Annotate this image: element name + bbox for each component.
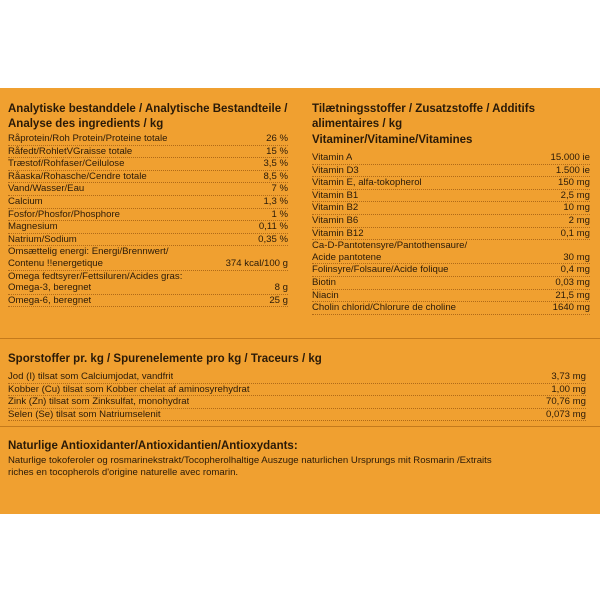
analytical-row xyxy=(8,209,288,222)
row-label: Vitamin A xyxy=(312,152,353,163)
row-value: 0,4 mg xyxy=(560,264,590,276)
trace-heading: Sporstoffer pr. kg / Spurenelemente pro kg / Traceurs / kg xyxy=(8,353,322,365)
row-label: Selen (Se) tilsat som Natriumselenit xyxy=(8,408,161,420)
row-value: 10 mg xyxy=(563,202,590,214)
energy-label-line1: Omsættelig energi: Energi/Brennwert/ xyxy=(8,246,169,258)
row-value: 0,073 mg xyxy=(545,408,586,420)
composition-section xyxy=(0,88,600,339)
row-value: 26 % xyxy=(266,133,288,144)
row-value: 0,1 mg xyxy=(560,227,590,239)
row-label: Acide pantotene xyxy=(312,251,382,263)
row-value: 25 g xyxy=(269,294,288,306)
row-label: Natrium/Sodium xyxy=(8,233,77,245)
pantothen-label-line1: Ca-D-Pantotensyre/Pantothensaure/ xyxy=(312,240,468,252)
omega-heading: Omega fedtsyrer/Fettsiluren/Acides gras: xyxy=(8,270,183,282)
row-value: 70,76 mg xyxy=(545,396,586,408)
row-label: Zink (Zn) tilsat som Zinksulfat, monohydrat xyxy=(8,396,190,408)
trace-row xyxy=(8,409,586,422)
row-label: Fosfor/Phosfor/Phosphore xyxy=(8,208,120,220)
vitamin-row xyxy=(312,177,590,190)
row-value: 3,73 mg xyxy=(551,371,586,382)
antioxidants-text-line1: Naturlige tokoferoler og rosmarinekstrakt/Tocopherolhaltige Auszuge naturlichen Ursprungs mit Rosmarin /Extraits xyxy=(8,455,492,466)
row-label: Folinsyre/Folsaure/Acide folique xyxy=(312,264,449,276)
additives-heading: Tilætningsstoffer / Zusatzstoffe / Additifs alimentaires / kg xyxy=(312,103,535,130)
row-label: Contenu !!energetique xyxy=(8,257,103,269)
vitamin-row xyxy=(312,264,590,277)
row-value: 150 mg xyxy=(558,177,590,189)
row-label: Vitamin B6 xyxy=(312,214,359,226)
row-label: Magnesium xyxy=(8,221,58,233)
antioxidants-section xyxy=(0,427,600,514)
row-value: 1,3 % xyxy=(263,195,288,207)
row-value: 0,11 % xyxy=(258,221,288,233)
analytical-row xyxy=(8,234,288,247)
analytical-row xyxy=(8,221,288,234)
pantothen-row xyxy=(312,252,590,265)
row-label: Calcium xyxy=(8,195,43,207)
row-value: 1.500 ie xyxy=(555,164,590,176)
row-label: Jod (I) tilsat som Calciumjodat, vandfrit xyxy=(8,371,174,382)
row-value: 3,5 % xyxy=(263,158,288,170)
row-value: 0,35 % xyxy=(258,233,288,245)
row-value: 2,5 mg xyxy=(560,189,590,201)
row-label: Råaska/Rohasche/Cendre totale xyxy=(8,170,147,182)
vitamins-subheading: Vitaminer/Vitamine/Vitamines xyxy=(312,134,473,146)
row-label: Niacin xyxy=(312,289,339,301)
row-value: 8 g xyxy=(274,282,288,294)
row-value: 0,03 mg xyxy=(555,276,590,288)
feed-label-panel xyxy=(0,88,600,514)
row-label: Råprotein/Roh Protein/Proteine totale xyxy=(8,133,168,144)
vitamin-row xyxy=(312,152,590,165)
analytical-column xyxy=(8,102,288,307)
analytical-heading: Analytiske bestanddele / Analytische Bestandteile / Analyse des ingredients / kg xyxy=(8,103,288,130)
row-value: 30 mg xyxy=(563,251,590,263)
analytical-row xyxy=(8,183,288,196)
vitamin-row xyxy=(312,190,590,203)
analytical-row xyxy=(8,133,288,146)
row-label: Træstof/Rohfaser/Ceilulose xyxy=(8,158,125,170)
energy-row xyxy=(8,258,288,271)
row-label: Vitamin B1 xyxy=(312,189,359,201)
row-value: 2 mg xyxy=(568,214,590,226)
analytical-row xyxy=(8,196,288,209)
vitamin-row xyxy=(312,277,590,290)
antioxidants-heading: Naturlige Antioxidanter/Antioxidantien/Antioxydants: xyxy=(8,440,298,452)
vitamin-row xyxy=(312,215,590,228)
row-value: 374 kcal/100 g xyxy=(225,257,288,269)
row-value: 1 % xyxy=(271,208,288,220)
omega-row xyxy=(8,295,288,308)
trace-elements-section xyxy=(0,338,600,427)
row-label: Råfedt/RohletVGraisse totale xyxy=(8,145,133,157)
row-label: Omega-3, beregnet xyxy=(8,282,92,294)
omega-row xyxy=(8,282,288,295)
row-label: Vitamin D3 xyxy=(312,164,359,176)
row-label: Vitamin E, alfa-tokopherol xyxy=(312,177,422,189)
analytical-row xyxy=(8,171,288,184)
row-value: 1,00 mg xyxy=(551,383,586,395)
row-value: 15 % xyxy=(266,145,288,157)
vitamin-row xyxy=(312,290,590,303)
trace-row xyxy=(8,396,586,409)
vitamin-row xyxy=(312,302,590,315)
trace-row xyxy=(8,384,586,397)
row-label: Cholin chlorid/Chlorure de choline xyxy=(312,302,456,314)
row-value: 21,5 mg xyxy=(555,289,590,301)
analytical-row xyxy=(8,146,288,159)
vitamin-row xyxy=(312,202,590,215)
additives-column xyxy=(312,102,590,315)
row-value: 1640 mg xyxy=(552,302,590,314)
row-label: Vand/Wasser/Eau xyxy=(8,183,85,195)
row-label: Vitamin B2 xyxy=(312,202,359,214)
row-value: 7 % xyxy=(271,183,288,195)
vitamin-row xyxy=(312,228,590,241)
row-label: Kobber (Cu) tilsat som Kobber chelat af aminosyrehydrat xyxy=(8,383,250,395)
row-value: 8,5 % xyxy=(263,170,288,182)
row-label: Biotin xyxy=(312,276,336,288)
antioxidants-text-line2: riches en tocopherols d'origine naturelle avec romarin. xyxy=(8,466,239,478)
trace-row xyxy=(8,371,586,384)
row-label: Omega-6, beregnet xyxy=(8,294,92,306)
row-label: Vitamin B12 xyxy=(312,227,364,239)
analytical-row xyxy=(8,158,288,171)
vitamin-row xyxy=(312,165,590,178)
row-value: 15.000 ie xyxy=(550,152,590,163)
